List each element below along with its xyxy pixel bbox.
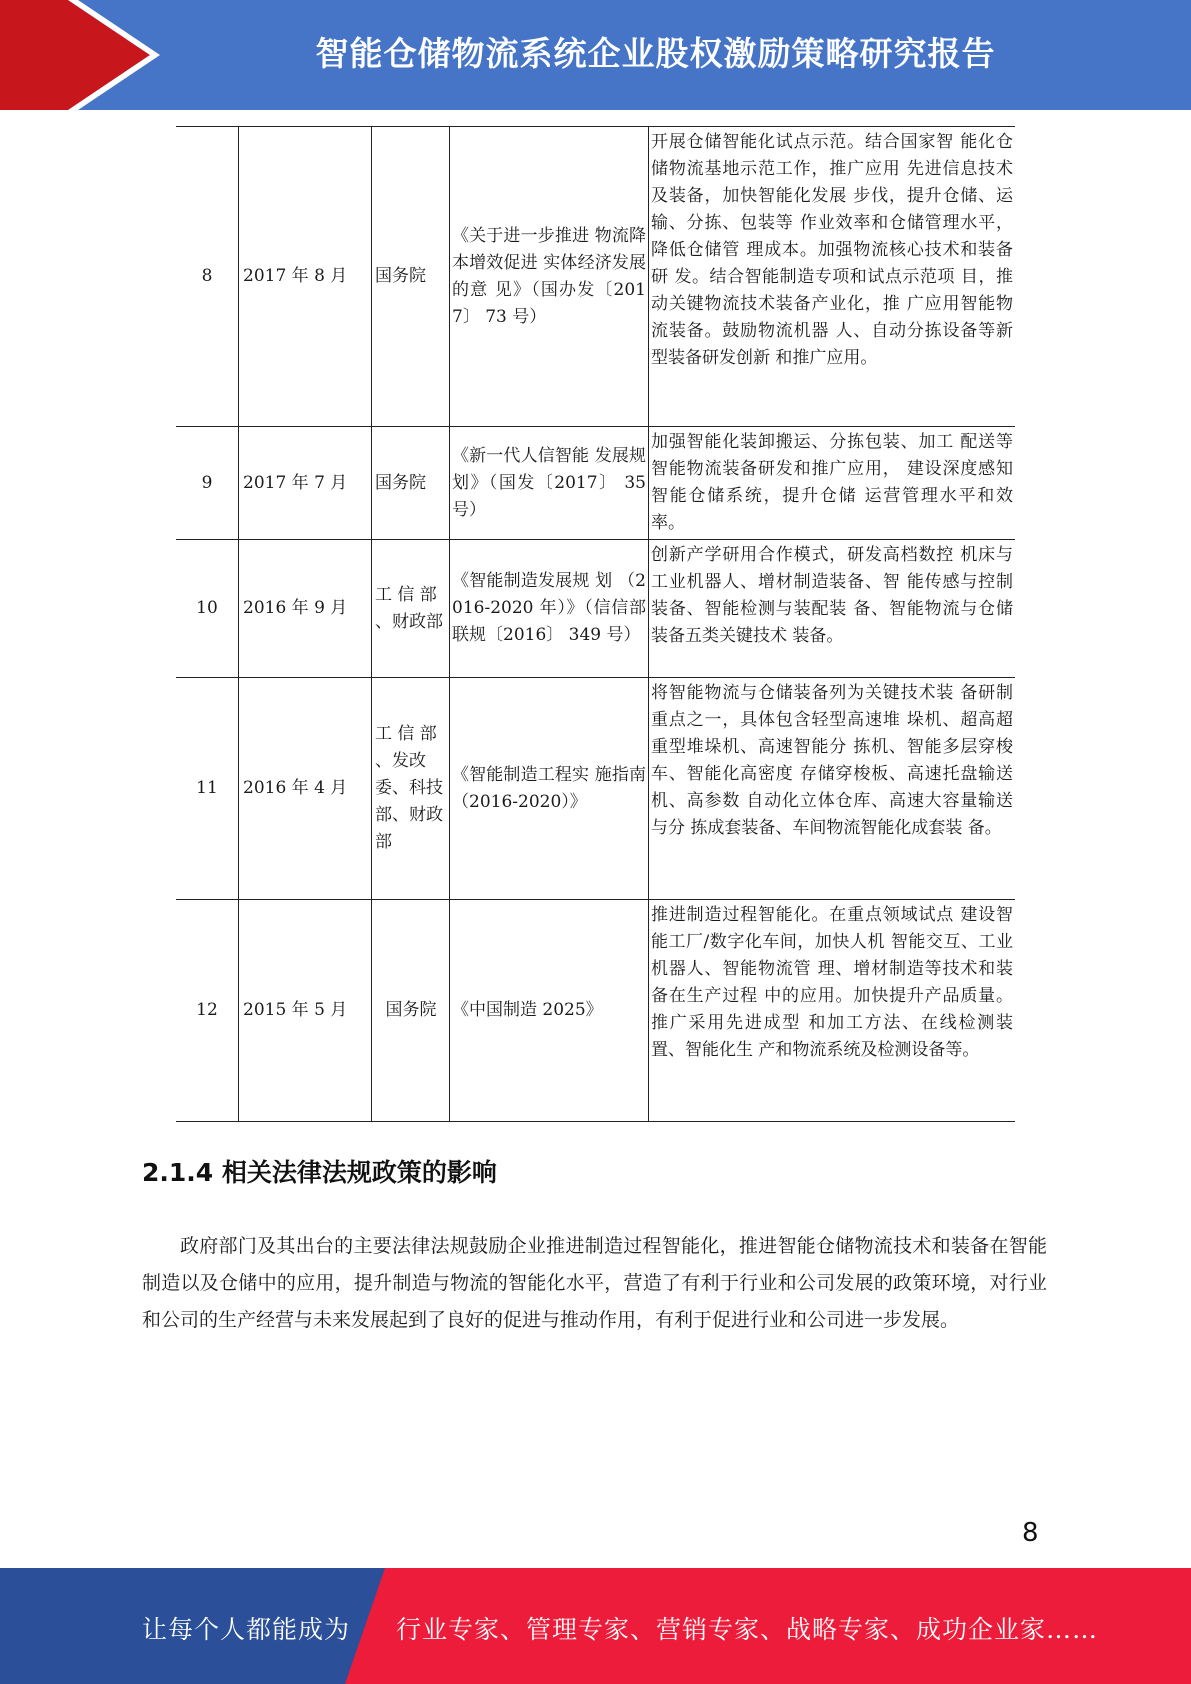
row-department: 工 信 部 、发改委、科技部、财政部 (372, 678, 450, 900)
section-paragraph: 政府部门及其出台的主要法律法规鼓励企业推进制造过程智能化，推进智能仓储物流技术和装备在智能制造以及仓储中的应用，提升制造与物流的智能化水平，营造了有利于行业和公司发展的政策环境，对行业和公司的生产经营与未来发展起到了良好的促进与推动作用，有利于促进行业和公司进一步发展。 (142, 1235, 1047, 1331)
row-content: 推进制造过程智能化。在重点领域试点 建设智能工厂/数字化车间，加快人机 智能交互、工业机器人、智能物流管 理、增材制造等技术和装备在生产过程 中的应用。加快提升产品质量。推广采用先进成型 和加工方法、在线检测装置、智能化生 产和物流系统及检测设备等。 (649, 900, 1016, 1122)
row-content: 将智能物流与仓储装备列为关键技术装 备研制重点之一，具体包含轻型高速堆 垛机、超高超重型堆垛机、高速智能分 拣机、智能多层穿梭车、智能化高密度 存储穿梭板、高速托盘输送机、高参数 自动化立体仓库、高速大容量输送与分 拣成套装备、车间物流智能化成套装 备。 (649, 678, 1016, 900)
row-date: 2015 年 5 月 (239, 900, 372, 1122)
row-date: 2017 年 7 月 (239, 427, 372, 540)
row-document: 《关于进一步推进 物流降本增效促进 实体经济发展的意 见》（国办发〔2017〕 73 号） (450, 127, 649, 427)
row-number: 10 (176, 540, 239, 678)
row-number: 11 (176, 678, 239, 900)
page-header (0, 0, 1191, 110)
row-department: 国务院 (372, 427, 450, 540)
row-number: 9 (176, 427, 239, 540)
row-number: 12 (176, 900, 239, 1122)
report-title: 智能仓储物流系统企业股权激励策略研究报告 (315, 34, 996, 73)
row-document: 《新一代人信智能 发展规划》（国发〔2017〕 35 号） (450, 427, 649, 540)
row-content: 加强智能化装卸搬运、分拣包装、加工 配送等智能物流装备研发和推广应用， 建设深度感知智能仓储系统，提升仓储 运营管理水平和效率。 (649, 427, 1016, 540)
row-department: 国务院 (372, 900, 450, 1122)
table-row (176, 900, 1015, 1122)
table-row (176, 427, 1015, 540)
row-content: 创新产学研用合作模式，研发高档数控 机床与工业机器人、增材制造装备、智 能传感与控制装备、智能检测与装配装 备、智能物流与仓储装备五类关键技术 装备。 (649, 540, 1016, 678)
header-red-arrow (0, 0, 150, 110)
row-content: 开展仓储智能化试点示范。结合国家智 能化仓储物流基地示范工作，推广应用 先进信息技术及装备，加快智能化发展 步伐，提升仓储、运输、分拣、包装等 作业效率和仓储管理水平，降低仓储管 理成本。加强物流核心技术和装备研 发。结合智能制造专项和试点示范项 目，推动关键物流技术装备产业化，推 广应用智能物流装备。鼓励物流机器 人、自动分拣设备等新型装备研发创新 和推广应用。 (649, 127, 1016, 427)
row-document: 《中国制造 2025》 (450, 900, 649, 1122)
page-number: 8 (1022, 1518, 1039, 1548)
footer-slogan-left: 让每个人都能成为 (142, 1615, 351, 1644)
policy-table (176, 126, 1015, 1122)
row-date: 2017 年 8 月 (239, 127, 372, 427)
row-department: 国务院 (372, 127, 450, 427)
footer-slogan-right: 行业专家、管理专家、营销专家、战略专家、成功企业家…… (396, 1615, 1099, 1644)
row-department: 工 信 部 、财政部 (372, 540, 450, 678)
row-number: 8 (176, 127, 239, 427)
page-footer (0, 1568, 1191, 1684)
table-row (176, 678, 1015, 900)
row-date: 2016 年 4 月 (239, 678, 372, 900)
table-row (176, 540, 1015, 678)
row-document: 《智能制造发展规 划 （2016-2020 年）》（信信部联规〔2016〕 349 号） (450, 540, 649, 678)
section-heading: 2.1.4 相关法律法规政策的影响 (142, 1158, 497, 1187)
row-date: 2016 年 9 月 (239, 540, 372, 678)
row-document: 《智能制造工程实 施指南 （2016-2020）》 (450, 678, 649, 900)
table-row (176, 127, 1015, 427)
